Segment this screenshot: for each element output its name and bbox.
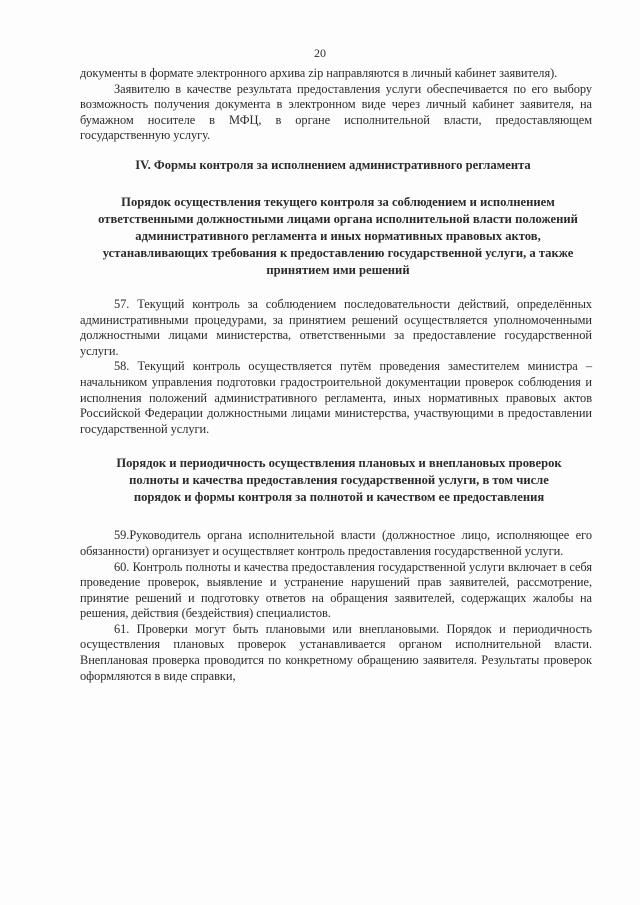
- paragraph-61: 61. Проверки могут быть плановыми или внеплановыми. Порядок и периодичность осуществления плановых проверок устанавливается органом исполнительной власти. Внеплановая проверка проводится по конкретному обращению заявителя. Результаты проверок оформляются в виде справки,: [80, 621, 592, 683]
- paragraph-intro-tail: документы в формате электронного архива zip направляются в личный кабинет заявителя).: [80, 66, 558, 80]
- paragraph-58: 58. Текущий контроль осуществляется путём проведения заместителем министра – начальником управления подготовки градостроительной документации проверок соблюдения и исполнения положений административного регламента, иных нормативных правовых актов Российской Федерации должностными лицами министерства, участвующими в предоставлении государственной услуги.: [80, 359, 592, 436]
- paragraph-57: 57. Текущий контроль за соблюдением последовательности действий, определённых административными процедурами, за принятием решений осуществляется уполномоченными должностными лицами министерства, ответственными за предоставление государственной услуги.: [80, 296, 592, 358]
- paragraph-59: 59.Руководитель органа исполнительной власти (должностное лицо, исполняющее его обязанности) организует и осуществляет контроль предоставления государственной услуги.: [80, 528, 592, 558]
- document-body: [80, 66, 592, 684]
- page-number: 20: [314, 46, 326, 60]
- paragraph-result: Заявителю в качестве результата предоставления услуги обеспечивается по его выбору возможность получения документа в электронном виде через личный кабинет заявителя, на бумажном носителе в МФЦ, в органе исполнительной власти, предоставляющем государственную услугу.: [80, 81, 592, 143]
- paragraph-60: 60. Контроль полноты и качества предоставления государственной услуги включает в себя проведение проверок, выявление и устранение нарушений прав заявителей, рассмотрение, принятие решений и подготовку ответов на обращения заявителей, содержащих жалобы на решения, действия (бездействия) специалистов.: [80, 559, 592, 621]
- section-heading-iv: IV. Формы контроля за исполнением административного регламента: [135, 157, 531, 172]
- subheading-inspections: Порядок и периодичность осуществления плановых и внеплановых проверок полноты и качества предоставления государственной услуги, в том числе порядок и формы контроля за полнотой и качеством ее предоставления: [116, 456, 562, 505]
- subheading-current-control: Порядок осуществления текущего контроля за соблюдением и исполнением ответственными должностными лицами органа исполнительной власти положений административного регламента и иных нормативных правовых актов, устанавливающих требования к предоставлению государственной услуги, а также принятием ими решений: [98, 194, 578, 277]
